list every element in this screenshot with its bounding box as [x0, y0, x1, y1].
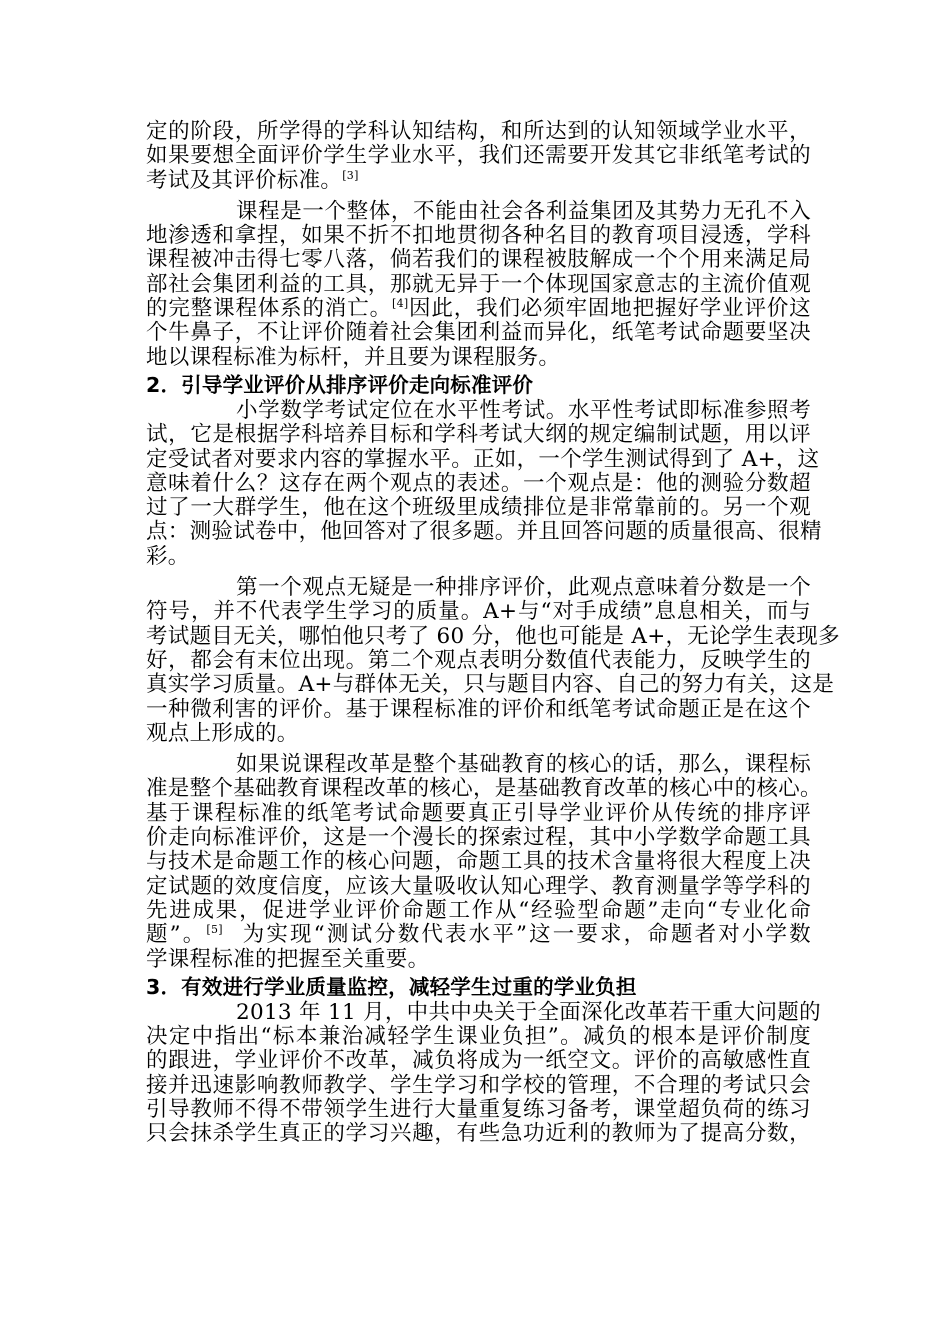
text-span: 因此，我们必须牢固地把握好学业评价这: [408, 296, 811, 322]
citation-ref: [3]: [342, 168, 359, 182]
text-line: 意味着什么？这存在两个观点的表述。一个观点是：他的测验分数超: [146, 470, 811, 496]
text-line: 如果要想全面评价学生学业水平，我们还需要开发其它非纸笔考试的: [146, 143, 811, 169]
text-line: 第一个观点无疑是一种排序评价，此观点意味着分数是一个: [236, 575, 811, 601]
text-line: 地以课程标准为标杆，并且要为课程服务。: [146, 344, 561, 370]
text-line: [146, 297, 811, 321]
text-line: 价走向标准评价，这是一个漫长的探索过程，其中小学数学命题工具: [146, 825, 811, 851]
text-line: 地渗透和拿捏，如果不折不扣地贯彻各种名目的教育项目浸透，学科: [146, 223, 811, 249]
text-line: 好，都会有末位出现。第二个观点表明分数值代表能力，反映学生的: [146, 647, 811, 673]
paragraph-curriculum-standard: [146, 752, 822, 972]
section-heading-3: 3．有效进行学业质量监控，减轻学生过重的学业负担: [146, 974, 637, 999]
text-line: 符号，并不代表学生学习的质量。A+与“对手成绩”息息相关，而与: [146, 599, 811, 625]
text-line: 的跟进，学业评价不改革，减负将成为一纸空文。评价的高敏感性直: [146, 1048, 811, 1074]
text-line: 试，它是根据学科培养目标和学科考试大纲的规定编制试题，用以评: [146, 422, 811, 448]
citation-ref: [5]: [206, 923, 223, 937]
text-line: 观点上形成的。: [146, 720, 299, 746]
text-line: 基于课程标准的纸笔考试命题要真正引导学业评价从传统的排序评: [146, 800, 811, 826]
text-line: 定试题的效度信度，应该大量吸收认知心理学、教育测量学等学科的: [146, 873, 811, 899]
text-line: 真实学习质量。A+与群体无关，只与题目内容、自己的努力有关，这是: [146, 672, 835, 698]
text-line: 如果说课程改革是整个基础教育的核心的话，那么，课程标: [236, 752, 811, 778]
paragraph-continuation: [146, 120, 811, 193]
paragraph-ranking-evaluation: [146, 575, 840, 746]
text-line: 部社会集团利益的工具，那就无异于一个体现国家意志的主流价值观: [146, 271, 811, 297]
paragraph-burden-reduction: [146, 999, 821, 1147]
text-line: 定的阶段，所学得的学科认知结构，和所达到的认知领域学业水平，: [146, 119, 811, 144]
text-line: 先进成果，促进学业评价命题工作从“经验型命题”走向“专业化命: [146, 897, 811, 923]
text-line: 彩。: [146, 543, 190, 569]
section-heading-2: 2．引导学业评价从排序评价走向标准评价: [146, 372, 534, 397]
text-line: 2013 年 11 月，中共中央关于全面深化改革若干重大问题的: [236, 999, 821, 1025]
paragraph-level-exam: [146, 397, 822, 569]
text-line: 定受试者对要求内容的掌握水平。正如，一个学生测试得到了 A+，这: [146, 446, 820, 472]
text-line: 一种微利害的评价。基于课程标准的评价和纸笔考试命题正是在这个: [146, 696, 811, 722]
text-line: 接并迅速影响教师教学、学生学习和学校的管理，不合理的考试只会: [146, 1072, 811, 1098]
text-line: 过了一大群学生，他在这个班级里成绩排位是非常靠前的。另一个观: [146, 495, 811, 521]
text-line: 与技术是命题工作的核心问题，命题工具的技术含量将很大程度上决: [146, 849, 811, 875]
citation-ref: [4]: [391, 297, 409, 311]
text-line: 小学数学考试定位在水平性考试。水平性考试即标准参照考: [236, 397, 811, 423]
text-line: [146, 923, 811, 947]
text-line: 考试题目无关，哪怕他只考了 60 分，他也可能是 A+，无论学生表现多: [146, 623, 840, 649]
text-line: 准是整个基础教育课程改革的核心，是基础教育改革的核心中的核心。: [146, 776, 822, 802]
text-line: 课程被冲击得七零八落，倘若我们的课程被肢解成一个个用来满足局: [146, 247, 811, 273]
text-line: [146, 169, 811, 193]
text-line: 引导教师不得不带领学生进行大量重复练习备考，课堂超负荷的练习: [146, 1096, 811, 1122]
text-span: 的完整课程体系的消亡。: [146, 296, 392, 322]
document-body: [146, 119, 840, 1147]
text-span: 为实现“测试分数代表水平”这一要求，命题者对小学数: [240, 922, 811, 948]
text-line: 点：测验试卷中，他回答对了很多题。并且回答问题的质量很高、很精: [146, 519, 822, 545]
text-line: 只会抹杀学生真正的学习兴趣，有些急功近利的教师为了提高分数，: [146, 1121, 811, 1147]
text-line: 课程是一个整体，不能由社会各利益集团及其势力无孔不入: [236, 198, 811, 224]
text-line: 决定中指出“标本兼治减轻学生课业负担”。减负的根本是评价制度: [146, 1024, 811, 1050]
paragraph-curriculum: [146, 200, 811, 370]
text-line: 学课程标准的把握至关重要。: [146, 946, 430, 972]
text-line: 个牛鼻子，不让评价随着社会集团利益而异化，纸笔考试命题要坚决: [146, 320, 811, 346]
text-span: 题”。: [146, 922, 207, 948]
text-span: 考试及其评价标准。: [146, 167, 343, 193]
